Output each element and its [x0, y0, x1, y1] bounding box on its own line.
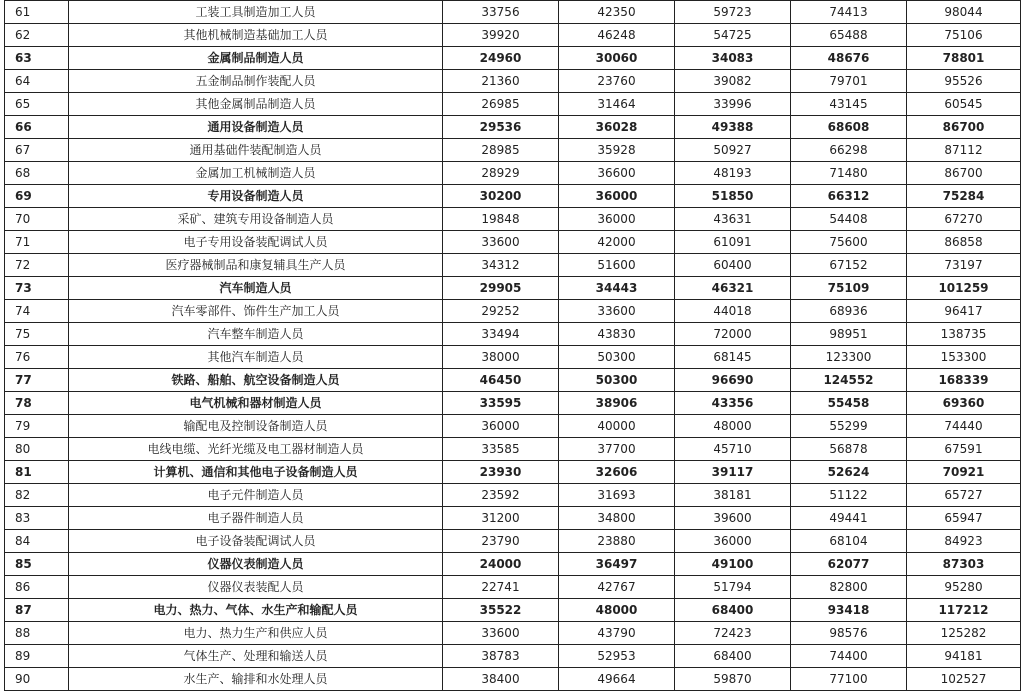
salary-value-cell: 153300: [907, 346, 1021, 369]
salary-value-cell: 94181: [907, 645, 1021, 668]
salary-value-cell: 72000: [675, 323, 791, 346]
salary-value-cell: 30200: [443, 185, 559, 208]
salary-value-cell: 29536: [443, 116, 559, 139]
salary-value-cell: 24000: [443, 553, 559, 576]
occupation-name-cell: 气体生产、处理和输送人员: [69, 645, 443, 668]
salary-value-cell: 87303: [907, 553, 1021, 576]
salary-value-cell: 46248: [559, 24, 675, 47]
salary-value-cell: 96417: [907, 300, 1021, 323]
salary-value-cell: 43830: [559, 323, 675, 346]
salary-value-cell: 19848: [443, 208, 559, 231]
salary-value-cell: 67591: [907, 438, 1021, 461]
occupation-name-cell: 工装工具制造加工人员: [69, 1, 443, 24]
row-number-cell: 63: [5, 47, 69, 70]
salary-value-cell: 70921: [907, 461, 1021, 484]
row-number-cell: 76: [5, 346, 69, 369]
salary-value-cell: 124552: [791, 369, 907, 392]
salary-value-cell: 71480: [791, 162, 907, 185]
salary-value-cell: 67270: [907, 208, 1021, 231]
row-number-cell: 67: [5, 139, 69, 162]
salary-value-cell: 36028: [559, 116, 675, 139]
occupation-name-cell: 电力、热力、气体、水生产和输配人员: [69, 599, 443, 622]
salary-value-cell: 33756: [443, 1, 559, 24]
salary-value-cell: 48000: [559, 599, 675, 622]
occupation-name-cell: 通用设备制造人员: [69, 116, 443, 139]
row-number-cell: 82: [5, 484, 69, 507]
salary-value-cell: 36600: [559, 162, 675, 185]
salary-value-cell: 95526: [907, 70, 1021, 93]
occupation-name-cell: 输配电及控制设备制造人员: [69, 415, 443, 438]
table-row: [5, 300, 1021, 323]
salary-value-cell: 102527: [907, 668, 1021, 691]
salary-value-cell: 50300: [559, 346, 675, 369]
salary-value-cell: 33595: [443, 392, 559, 415]
salary-value-cell: 59723: [675, 1, 791, 24]
salary-value-cell: 50927: [675, 139, 791, 162]
salary-value-cell: 55458: [791, 392, 907, 415]
salary-value-cell: 48676: [791, 47, 907, 70]
table-row: [5, 185, 1021, 208]
occupation-name-cell: 五金制品制作装配人员: [69, 70, 443, 93]
table-row: [5, 323, 1021, 346]
salary-value-cell: 93418: [791, 599, 907, 622]
occupation-name-cell: 电力、热力生产和供应人员: [69, 622, 443, 645]
salary-value-cell: 23930: [443, 461, 559, 484]
row-number-cell: 89: [5, 645, 69, 668]
occupation-name-cell: 电气机械和器材制造人员: [69, 392, 443, 415]
salary-value-cell: 65947: [907, 507, 1021, 530]
occupation-name-cell: 医疗器械制品和康复辅具生产人员: [69, 254, 443, 277]
salary-value-cell: 39117: [675, 461, 791, 484]
row-number-cell: 81: [5, 461, 69, 484]
salary-value-cell: 96690: [675, 369, 791, 392]
salary-value-cell: 38400: [443, 668, 559, 691]
row-number-cell: 90: [5, 668, 69, 691]
occupation-name-cell: 计算机、通信和其他电子设备制造人员: [69, 461, 443, 484]
salary-value-cell: 22741: [443, 576, 559, 599]
row-number-cell: 62: [5, 24, 69, 47]
salary-value-cell: 61091: [675, 231, 791, 254]
row-number-cell: 66: [5, 116, 69, 139]
table-row: [5, 553, 1021, 576]
table-row: [5, 139, 1021, 162]
occupation-name-cell: 电线电缆、光纤光缆及电工器材制造人员: [69, 438, 443, 461]
salary-value-cell: 33585: [443, 438, 559, 461]
salary-value-cell: 46321: [675, 277, 791, 300]
salary-value-cell: 84923: [907, 530, 1021, 553]
row-number-cell: 75: [5, 323, 69, 346]
salary-value-cell: 68936: [791, 300, 907, 323]
salary-value-cell: 38906: [559, 392, 675, 415]
table-row: [5, 530, 1021, 553]
salary-value-cell: 98576: [791, 622, 907, 645]
salary-value-cell: 46450: [443, 369, 559, 392]
salary-value-cell: 60545: [907, 93, 1021, 116]
table-row: [5, 392, 1021, 415]
salary-value-cell: 51600: [559, 254, 675, 277]
salary-value-cell: 36000: [443, 415, 559, 438]
table-row: [5, 484, 1021, 507]
salary-value-cell: 33600: [443, 231, 559, 254]
table-row: [5, 622, 1021, 645]
salary-value-cell: 42000: [559, 231, 675, 254]
salary-value-cell: 77100: [791, 668, 907, 691]
occupation-name-cell: 汽车制造人员: [69, 277, 443, 300]
table-row: [5, 668, 1021, 691]
salary-value-cell: 75284: [907, 185, 1021, 208]
row-number-cell: 68: [5, 162, 69, 185]
salary-value-cell: 38181: [675, 484, 791, 507]
salary-value-cell: 48000: [675, 415, 791, 438]
table-row: [5, 1, 1021, 24]
salary-value-cell: 66298: [791, 139, 907, 162]
salary-value-cell: 117212: [907, 599, 1021, 622]
table-row: [5, 507, 1021, 530]
salary-value-cell: 35522: [443, 599, 559, 622]
salary-value-cell: 38000: [443, 346, 559, 369]
salary-value-cell: 65727: [907, 484, 1021, 507]
salary-value-cell: 74413: [791, 1, 907, 24]
occupation-name-cell: 汽车零部件、饰件生产加工人员: [69, 300, 443, 323]
salary-value-cell: 73197: [907, 254, 1021, 277]
salary-value-cell: 51122: [791, 484, 907, 507]
salary-value-cell: 23760: [559, 70, 675, 93]
table-row: [5, 346, 1021, 369]
salary-value-cell: 49100: [675, 553, 791, 576]
salary-value-cell: 48193: [675, 162, 791, 185]
salary-value-cell: 125282: [907, 622, 1021, 645]
occupation-name-cell: 金属制品制造人员: [69, 47, 443, 70]
row-number-cell: 80: [5, 438, 69, 461]
salary-value-cell: 98044: [907, 1, 1021, 24]
salary-value-cell: 65488: [791, 24, 907, 47]
salary-value-cell: 28985: [443, 139, 559, 162]
salary-value-cell: 74400: [791, 645, 907, 668]
salary-value-cell: 23790: [443, 530, 559, 553]
salary-value-cell: 50300: [559, 369, 675, 392]
salary-value-cell: 86700: [907, 162, 1021, 185]
salary-value-cell: 32606: [559, 461, 675, 484]
salary-value-cell: 44018: [675, 300, 791, 323]
salary-value-cell: 138735: [907, 323, 1021, 346]
salary-value-cell: 43145: [791, 93, 907, 116]
salary-value-cell: 42350: [559, 1, 675, 24]
table-body: [5, 1, 1021, 691]
salary-value-cell: 31464: [559, 93, 675, 116]
salary-value-cell: 74440: [907, 415, 1021, 438]
table-row: [5, 24, 1021, 47]
salary-value-cell: 66312: [791, 185, 907, 208]
salary-value-cell: 29252: [443, 300, 559, 323]
occupation-name-cell: 仪器仪表装配人员: [69, 576, 443, 599]
row-number-cell: 74: [5, 300, 69, 323]
salary-value-cell: 30060: [559, 47, 675, 70]
table-row: [5, 47, 1021, 70]
table-row: [5, 438, 1021, 461]
row-number-cell: 86: [5, 576, 69, 599]
occupation-name-cell: 其他汽车制造人员: [69, 346, 443, 369]
table-row: [5, 599, 1021, 622]
table-row: [5, 70, 1021, 93]
occupation-name-cell: 电子元件制造人员: [69, 484, 443, 507]
salary-value-cell: 43356: [675, 392, 791, 415]
salary-value-cell: 33996: [675, 93, 791, 116]
row-number-cell: 64: [5, 70, 69, 93]
row-number-cell: 61: [5, 1, 69, 24]
table-row: [5, 645, 1021, 668]
salary-value-cell: 26985: [443, 93, 559, 116]
row-number-cell: 77: [5, 369, 69, 392]
salary-value-cell: 75109: [791, 277, 907, 300]
salary-value-cell: 23880: [559, 530, 675, 553]
salary-value-cell: 39600: [675, 507, 791, 530]
salary-value-cell: 52624: [791, 461, 907, 484]
salary-value-cell: 39082: [675, 70, 791, 93]
row-number-cell: 71: [5, 231, 69, 254]
salary-value-cell: 35928: [559, 139, 675, 162]
salary-value-cell: 29905: [443, 277, 559, 300]
row-number-cell: 72: [5, 254, 69, 277]
occupation-name-cell: 汽车整车制造人员: [69, 323, 443, 346]
salary-value-cell: 68145: [675, 346, 791, 369]
salary-value-cell: 24960: [443, 47, 559, 70]
salary-value-cell: 52953: [559, 645, 675, 668]
salary-value-cell: 72423: [675, 622, 791, 645]
salary-value-cell: 68104: [791, 530, 907, 553]
salary-value-cell: 69360: [907, 392, 1021, 415]
salary-value-cell: 39920: [443, 24, 559, 47]
salary-value-cell: 23592: [443, 484, 559, 507]
salary-value-cell: 54408: [791, 208, 907, 231]
salary-value-cell: 68400: [675, 645, 791, 668]
salary-value-cell: 78801: [907, 47, 1021, 70]
salary-value-cell: 101259: [907, 277, 1021, 300]
salary-value-cell: 36000: [559, 185, 675, 208]
salary-value-cell: 34800: [559, 507, 675, 530]
salary-value-cell: 49664: [559, 668, 675, 691]
salary-value-cell: 31200: [443, 507, 559, 530]
salary-value-cell: 36000: [675, 530, 791, 553]
salary-value-cell: 34083: [675, 47, 791, 70]
row-number-cell: 73: [5, 277, 69, 300]
table-row: [5, 277, 1021, 300]
row-number-cell: 84: [5, 530, 69, 553]
salary-value-cell: 75600: [791, 231, 907, 254]
salary-value-cell: 33600: [443, 622, 559, 645]
salary-value-cell: 86858: [907, 231, 1021, 254]
salary-value-cell: 54725: [675, 24, 791, 47]
occupation-name-cell: 金属加工机械制造人员: [69, 162, 443, 185]
table-row: [5, 415, 1021, 438]
salary-value-cell: 59870: [675, 668, 791, 691]
salary-value-cell: 43790: [559, 622, 675, 645]
salary-value-cell: 87112: [907, 139, 1021, 162]
row-number-cell: 65: [5, 93, 69, 116]
table-row: [5, 461, 1021, 484]
salary-value-cell: 34312: [443, 254, 559, 277]
row-number-cell: 79: [5, 415, 69, 438]
table-row: [5, 576, 1021, 599]
occupation-name-cell: 其他金属制品制造人员: [69, 93, 443, 116]
salary-value-cell: 28929: [443, 162, 559, 185]
salary-value-cell: 21360: [443, 70, 559, 93]
salary-value-cell: 37700: [559, 438, 675, 461]
salary-value-cell: 43631: [675, 208, 791, 231]
salary-value-cell: 45710: [675, 438, 791, 461]
salary-value-cell: 123300: [791, 346, 907, 369]
salary-value-cell: 82800: [791, 576, 907, 599]
table-row: [5, 116, 1021, 139]
occupation-name-cell: 仪器仪表制造人员: [69, 553, 443, 576]
salary-value-cell: 49441: [791, 507, 907, 530]
salary-value-cell: 98951: [791, 323, 907, 346]
salary-value-cell: 68400: [675, 599, 791, 622]
salary-value-cell: 60400: [675, 254, 791, 277]
salary-value-cell: 95280: [907, 576, 1021, 599]
salary-value-cell: 36000: [559, 208, 675, 231]
row-number-cell: 85: [5, 553, 69, 576]
salary-value-cell: 34443: [559, 277, 675, 300]
row-number-cell: 70: [5, 208, 69, 231]
occupation-name-cell: 电子设备装配调试人员: [69, 530, 443, 553]
occupation-name-cell: 电子专用设备装配调试人员: [69, 231, 443, 254]
row-number-cell: 78: [5, 392, 69, 415]
salary-value-cell: 31693: [559, 484, 675, 507]
salary-value-cell: 33494: [443, 323, 559, 346]
salary-value-cell: 56878: [791, 438, 907, 461]
salary-value-cell: 51794: [675, 576, 791, 599]
table-row: [5, 162, 1021, 185]
salary-value-cell: 55299: [791, 415, 907, 438]
salary-value-cell: 75106: [907, 24, 1021, 47]
salary-value-cell: 68608: [791, 116, 907, 139]
table-row: [5, 231, 1021, 254]
salary-value-cell: 38783: [443, 645, 559, 668]
salary-value-cell: 67152: [791, 254, 907, 277]
row-number-cell: 88: [5, 622, 69, 645]
table-row: [5, 93, 1021, 116]
table-row: [5, 254, 1021, 277]
table-row: [5, 208, 1021, 231]
occupation-name-cell: 采矿、建筑专用设备制造人员: [69, 208, 443, 231]
salary-value-cell: 51850: [675, 185, 791, 208]
occupation-name-cell: 专用设备制造人员: [69, 185, 443, 208]
row-number-cell: 87: [5, 599, 69, 622]
occupation-name-cell: 水生产、输排和水处理人员: [69, 668, 443, 691]
salary-value-cell: 79701: [791, 70, 907, 93]
occupation-name-cell: 铁路、船舶、航空设备制造人员: [69, 369, 443, 392]
salary-value-cell: 40000: [559, 415, 675, 438]
salary-value-cell: 42767: [559, 576, 675, 599]
salary-table: [4, 0, 1021, 691]
salary-value-cell: 86700: [907, 116, 1021, 139]
row-number-cell: 69: [5, 185, 69, 208]
salary-value-cell: 168339: [907, 369, 1021, 392]
salary-value-cell: 62077: [791, 553, 907, 576]
occupation-name-cell: 通用基础件装配制造人员: [69, 139, 443, 162]
salary-value-cell: 36497: [559, 553, 675, 576]
occupation-name-cell: 其他机械制造基础加工人员: [69, 24, 443, 47]
occupation-name-cell: 电子器件制造人员: [69, 507, 443, 530]
row-number-cell: 83: [5, 507, 69, 530]
table-row: [5, 369, 1021, 392]
salary-value-cell: 49388: [675, 116, 791, 139]
salary-value-cell: 33600: [559, 300, 675, 323]
